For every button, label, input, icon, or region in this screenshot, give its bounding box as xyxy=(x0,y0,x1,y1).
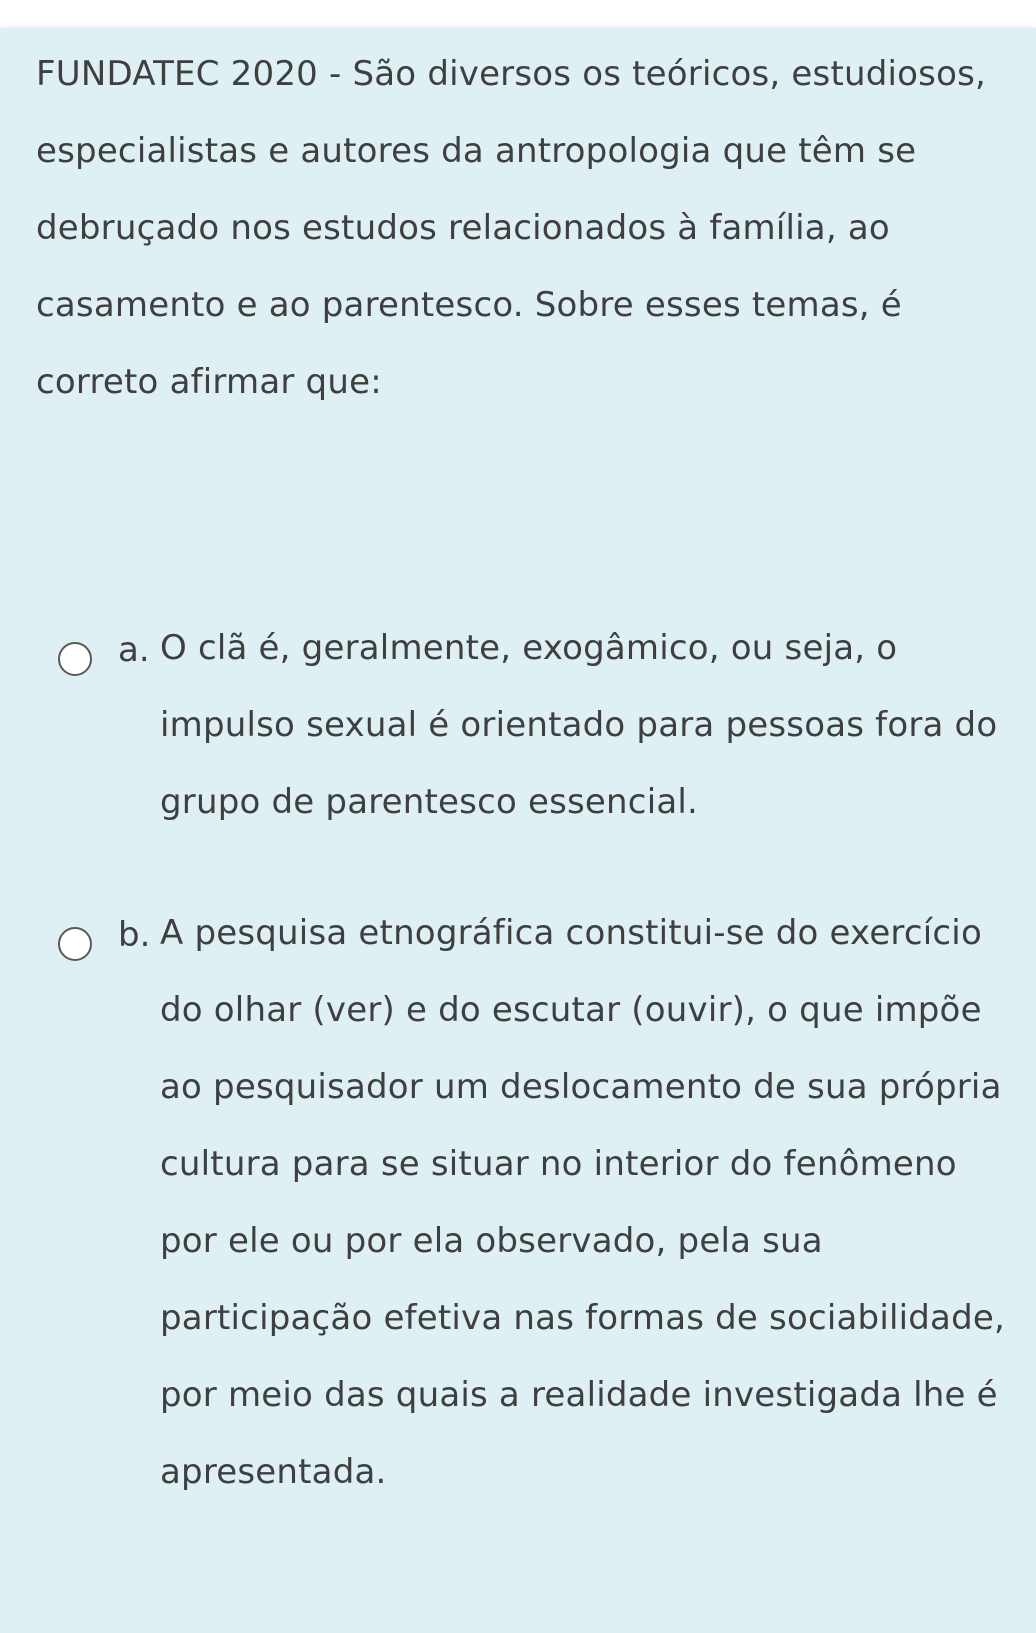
option-letter-b: b. xyxy=(118,915,151,955)
option-text-b[interactable]: A pesquisa etnográfica constitui-se do exercício do olhar (ver) e do escutar (ouvir), o que impõe ao pesquisador um deslocamento de sua própria cultura para se situar no interior do fenômeno por ele ou por ela observado, pela sua participação efetiva nas formas de sociabilidade, por meio das quais a realidade investigada lhe é apresentada. xyxy=(160,913,1005,1492)
option-letter-a: a. xyxy=(118,630,150,670)
option-text-a[interactable]: O clã é, geralmente, exogâmico, ou seja, o impulso sexual é orientado para pessoas fora do grupo de parentesco essencial. xyxy=(160,628,998,822)
radio-button-a[interactable] xyxy=(58,642,92,676)
question-text: FUNDATEC 2020 - São diversos os teóricos, estudiosos, especialistas e autores da antropologia que têm se debruçado nos estudos relacionados à família, ao casamento e ao parentesco. Sobre esses temas, é correto afirmar que: xyxy=(36,54,986,402)
radio-button-b[interactable] xyxy=(58,927,92,961)
question-panel xyxy=(0,28,1036,1633)
